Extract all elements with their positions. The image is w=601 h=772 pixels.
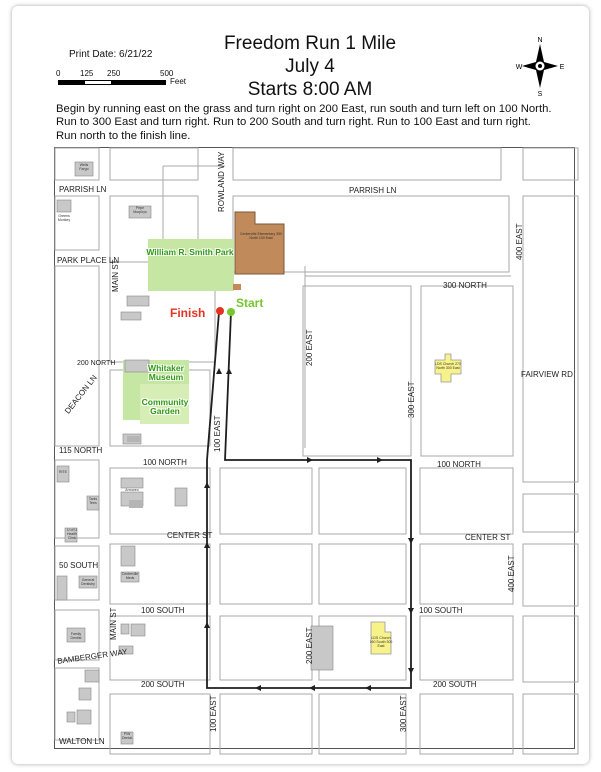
compass-s: S bbox=[537, 91, 543, 98]
park-label-community-garden: Community Garden bbox=[141, 397, 189, 416]
route-directions bbox=[56, 103, 586, 143]
street-100-south-right: 100 SOUTH bbox=[419, 606, 463, 615]
street-center-st-right: CENTER ST bbox=[465, 533, 511, 542]
street-400-east-south: 400 EAST bbox=[507, 555, 516, 592]
title-event: Freedom Run 1 Mile bbox=[223, 33, 397, 54]
label-family-dentist: Family Dentist bbox=[70, 632, 82, 640]
park-label-whitaker: Whitaker Museum bbox=[148, 363, 184, 382]
scale-tick-label: 0 bbox=[56, 69, 61, 78]
map-base bbox=[55, 148, 574, 748]
street-100-east-lower: 100 EAST bbox=[209, 695, 218, 732]
directions-line: Run to 300 East and turn right. Run to 200 South and turn right. Run to 100 East and turn right. bbox=[56, 116, 531, 129]
street-200-east-upper: 200 EAST bbox=[305, 329, 314, 366]
scale-tick-label: 125 bbox=[80, 69, 94, 78]
street-center-st-left: CENTER ST bbox=[167, 531, 213, 540]
compass-rose bbox=[517, 36, 563, 96]
finish-marker bbox=[216, 307, 224, 315]
label-tanis-tees: Tanis Tees bbox=[88, 497, 98, 505]
street-300-east-upper: 300 EAST bbox=[407, 381, 416, 418]
title-date: July 4 bbox=[285, 56, 335, 77]
street-100-south-left: 100 SOUTH bbox=[141, 606, 185, 615]
street-300-north: 300 NORTH bbox=[443, 281, 487, 290]
label-general-dentistry: General Dentistry bbox=[81, 578, 95, 586]
compass-icon bbox=[517, 36, 563, 96]
directions-line: Run north to the finish line. bbox=[56, 129, 191, 142]
scale-bar bbox=[56, 69, 186, 89]
directions-line: Begin by running east on the grass and turn right on 200 East, run south and turn left on 100 North. bbox=[56, 103, 552, 115]
centerville-elementary bbox=[235, 212, 284, 274]
street-100-east-upper: 100 EAST bbox=[213, 415, 222, 452]
street-main-st-north: MAIN ST bbox=[111, 259, 120, 292]
street-200-south-right: 200 SOUTH bbox=[433, 680, 477, 689]
street-100-north-right: 100 NORTH bbox=[437, 460, 481, 469]
label-wells-fargo: Wells Fargo bbox=[79, 163, 89, 171]
street-bamberger-way: BAMBERGER WAY bbox=[56, 647, 128, 666]
scale-segment bbox=[112, 80, 166, 85]
label-greens-monkey: Greens Monkey bbox=[57, 214, 71, 222]
street-walton-ln: WALTON LN bbox=[59, 737, 105, 746]
scale-unit: Feet bbox=[170, 77, 187, 86]
street-deacon-ln: DEACON LN bbox=[63, 373, 99, 416]
finish-label: Finish bbox=[170, 306, 206, 320]
start-label: Start bbox=[236, 296, 264, 310]
label-rite: RITE bbox=[59, 470, 67, 474]
street-115-north: 115 NORTH bbox=[59, 446, 103, 455]
street-300-east-lower: 300 EAST bbox=[399, 695, 408, 732]
street-parrish-ln-left: PARRISH LN bbox=[59, 185, 107, 194]
street-park-place-ln: PARK PLACE LN bbox=[57, 256, 120, 265]
scale-tick-label: 500 bbox=[160, 69, 174, 78]
street-parrish-ln: PARRISH LN bbox=[349, 186, 397, 195]
compass-w: W bbox=[515, 64, 523, 71]
label-lds-church-north: LDS Church 270 North 300 East bbox=[435, 362, 461, 370]
label-armoreo: Armoreo bbox=[125, 488, 139, 492]
street-200-south-left: 200 SOUTH bbox=[141, 680, 185, 689]
school-annex bbox=[233, 284, 241, 290]
street-100-north-left: 100 NORTH bbox=[143, 458, 187, 467]
start-marker bbox=[227, 308, 235, 316]
compass-e: E bbox=[559, 64, 565, 71]
title-block bbox=[190, 32, 430, 101]
scale-segment bbox=[58, 80, 84, 85]
print-date: Print Date: 6/21/22 bbox=[69, 49, 153, 60]
street-50-south: 50 SOUTH bbox=[59, 561, 99, 570]
route-map bbox=[54, 147, 575, 749]
compass-n: N bbox=[537, 37, 543, 44]
label-lds-church-south: LDS Church 160 South 300 East bbox=[369, 636, 393, 648]
title-start-time: Starts 8:00 AM bbox=[247, 79, 373, 100]
street-400-east-north: 400 EAST bbox=[515, 223, 524, 260]
street-main-st-south: MAIN ST bbox=[109, 607, 118, 640]
street-rowland-way: ROWLAND WAY bbox=[217, 151, 226, 212]
label-centerville-meds: Centerville Meds bbox=[121, 572, 139, 580]
street-fairview-rd: FAIRVIEW RD bbox=[521, 370, 573, 379]
scale-segment bbox=[84, 80, 112, 85]
scale-tick-label: 250 bbox=[107, 69, 121, 78]
label-pepe-murphys: Pepe Murphys bbox=[133, 206, 147, 214]
label-health-clinic: U of U Health Clinic bbox=[66, 528, 78, 540]
street-200-east-lower: 200 EAST bbox=[305, 627, 314, 664]
park-label-william-smith: William R. Smith Park bbox=[146, 247, 234, 257]
label-centerville-elementary: Centerville Elementary 350 North 100 East bbox=[239, 232, 283, 240]
map-page bbox=[12, 6, 589, 764]
street-200-north-left: 200 NORTH bbox=[77, 360, 116, 367]
label-pw-dental: P/W Dental bbox=[121, 732, 133, 740]
